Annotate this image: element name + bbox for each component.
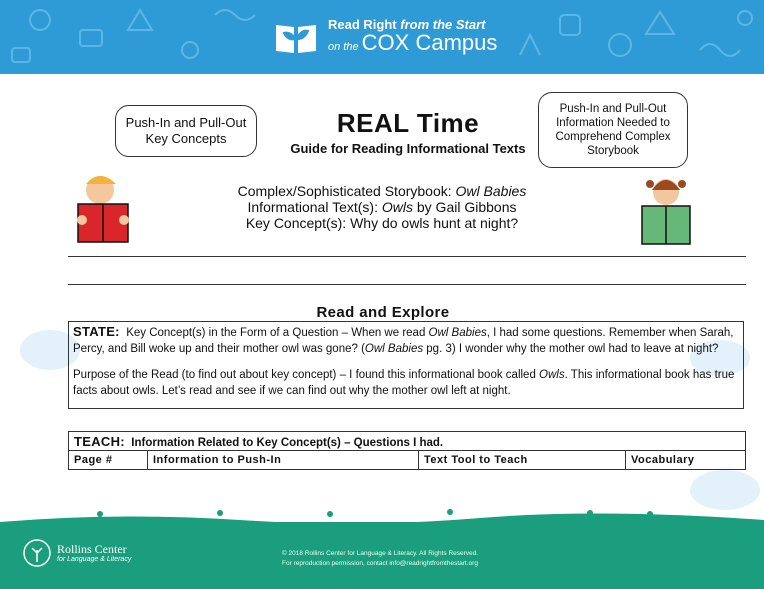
table-row <box>69 451 746 470</box>
rollins-logo <box>22 538 131 568</box>
org-name: Rollins Center <box>57 541 127 556</box>
column-header-text-tool: Text Tool to Teach <box>419 451 626 470</box>
girl-reading-illustration <box>636 172 696 248</box>
brand-line1: Read Right from the Start <box>328 16 486 32</box>
speech-bubble-right: Push-In and Pull-Out Information Needed to Comprehend Complex Storybook <box>538 92 688 168</box>
storybook-line: Complex/Sophisticated Storybook: Owl Babies <box>237 183 527 199</box>
page-subtitle: Guide for Reading Informational Texts <box>290 141 526 156</box>
org-subname: for Language & Literacy <box>57 555 132 563</box>
section-title: Read and Explore <box>316 304 450 321</box>
cloud-decoration <box>690 470 760 510</box>
state-paragraph-1: STATE: Key Concept(s) in the Form of a Question – When we read Owl Babies, I had some questions. Remember when Sarah, Percy, and Bill woke up and their mother owl was gone? (Owl Babies pg. 3) I wonder why the mother owl had to leave at night? <box>73 324 734 355</box>
teach-table <box>68 431 746 470</box>
brand-logo <box>272 14 497 60</box>
informational-text-line: Informational Text(s): Owls by Gail Gibbons <box>247 199 517 215</box>
key-concept-line: Key Concept(s): Why do owls hunt at night? <box>245 215 519 231</box>
open-book-icon <box>272 17 320 57</box>
column-header-information: Information to Push-In <box>148 451 419 470</box>
table-row <box>69 432 746 451</box>
copyright-text: © 2018 Rollins Center for Language & Literacy. All Rights Reserved. For reproduction permission, contact info@readrightfromthestart.org <box>281 550 479 567</box>
boy-reading-illustration <box>72 170 134 248</box>
page-title: REAL Time <box>336 108 480 138</box>
header-banner <box>0 0 764 74</box>
column-header-vocabulary: Vocabulary <box>626 451 746 470</box>
grass-wave <box>0 508 764 538</box>
footer <box>0 522 764 589</box>
tree-icon <box>22 538 52 568</box>
teach-header-cell: TEACH: Information Related to Key Concept(s) – Questions I had. <box>69 432 746 451</box>
state-box <box>68 321 744 409</box>
state-paragraph-2: Purpose of the Read (to find out about key concept) – I found this informational book called Owls. This informational book has true facts about owls. Let’s read and see if we can find out why the mother owl left at night. <box>73 369 735 397</box>
brand-line2: on the COX Campus <box>328 29 498 55</box>
book-info <box>180 183 584 231</box>
speech-bubble-left: Push-In and Pull-Out Key Concepts <box>115 105 257 157</box>
column-header-page: Page # <box>69 451 148 470</box>
divider <box>68 284 746 285</box>
divider <box>68 256 746 257</box>
